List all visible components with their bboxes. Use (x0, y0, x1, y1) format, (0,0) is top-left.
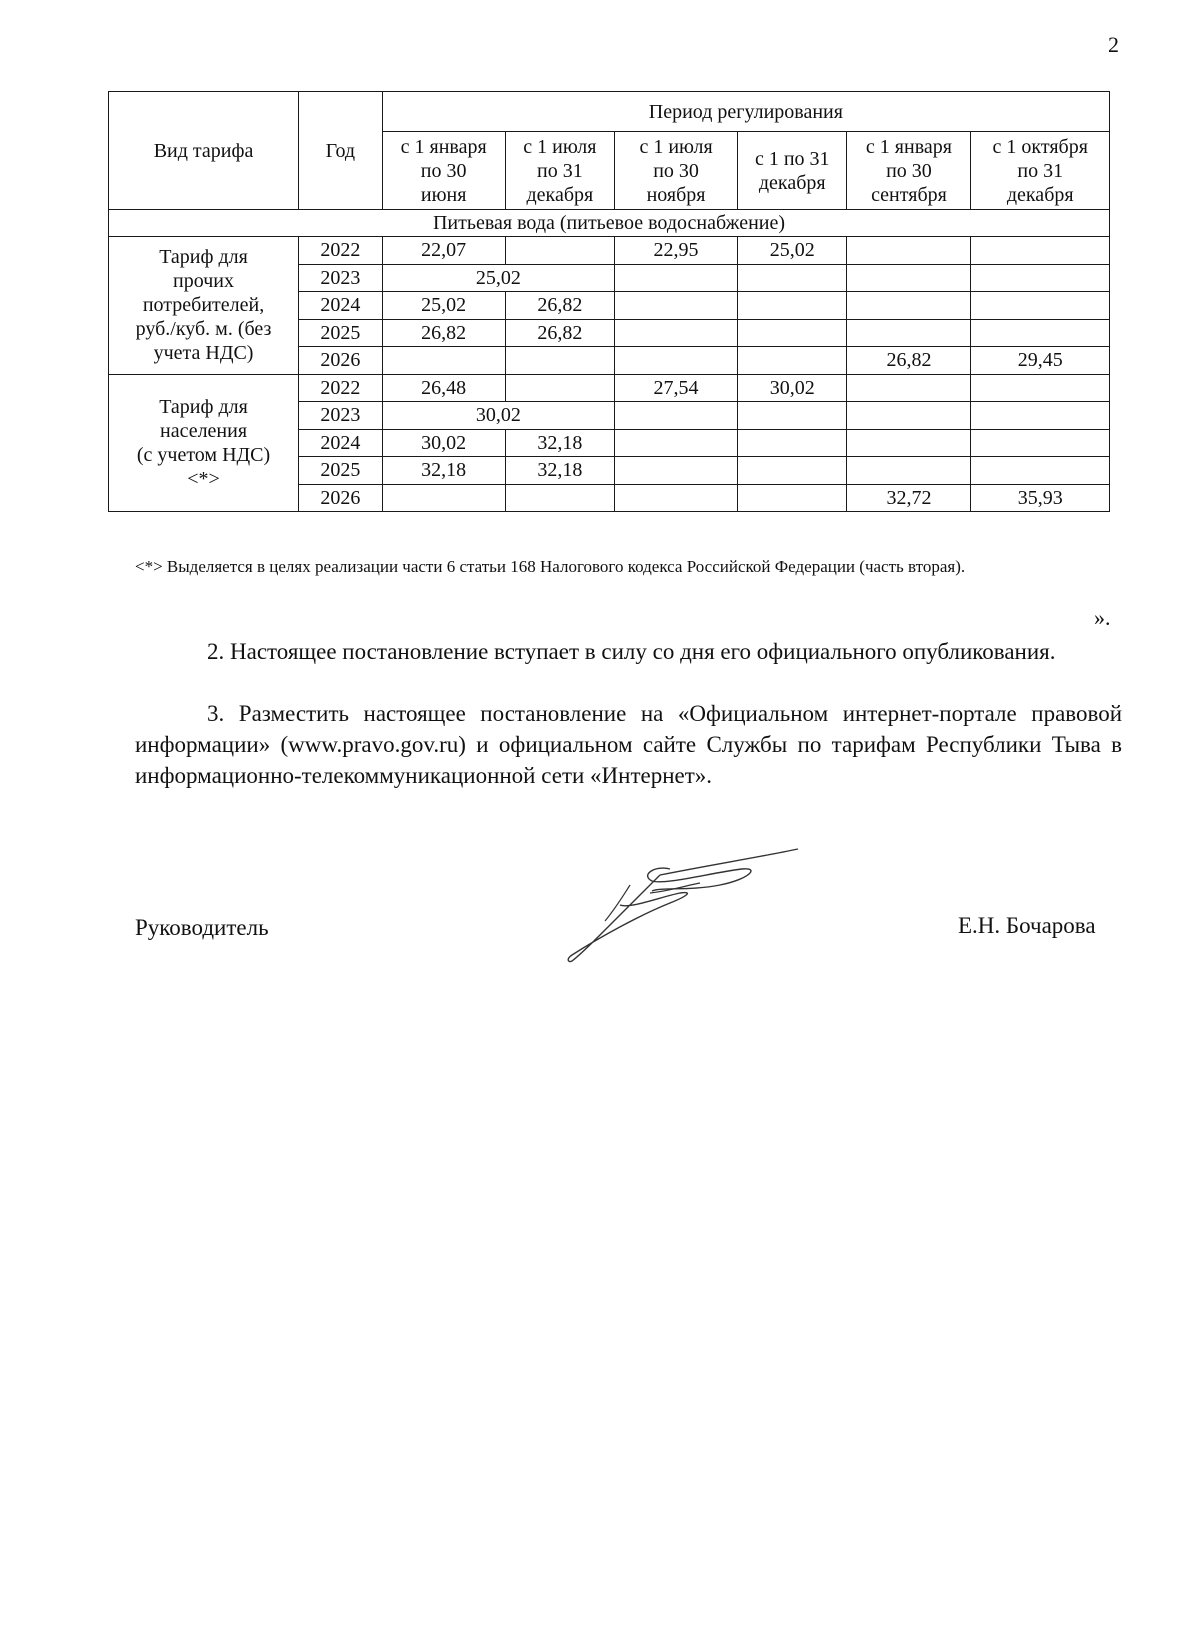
value-cell (615, 402, 738, 430)
tariff-name-line: прочих (173, 270, 234, 293)
value-cell: 25,02 (382, 292, 505, 320)
value-cell (971, 292, 1110, 320)
year-cell: 2026 (299, 347, 383, 375)
header-period-group: Период регулирования (382, 92, 1109, 132)
value-cell (615, 429, 738, 457)
value-cell (971, 319, 1110, 347)
header-period-6 (971, 132, 1110, 210)
table-row (109, 237, 1110, 265)
year-cell: 2024 (299, 429, 383, 457)
header-period-line: по 31 (537, 159, 583, 182)
section-row (109, 210, 1110, 237)
value-cell (738, 319, 847, 347)
tariff-name-line: <*> (187, 467, 220, 490)
value-cell (615, 319, 738, 347)
header-period-line: по 30 (653, 159, 699, 182)
value-cell (505, 374, 614, 402)
value-cell (971, 374, 1110, 402)
value-cell (505, 484, 614, 512)
value-cell: 35,93 (971, 484, 1110, 512)
value-cell (971, 402, 1110, 430)
value-cell (738, 457, 847, 485)
header-period-line: с 1 января (400, 135, 487, 158)
tariff-table (108, 91, 1110, 512)
value-cell (382, 347, 505, 375)
value-cell (738, 292, 847, 320)
tariff-name-line: учета НДС) (153, 342, 254, 365)
header-period-2 (505, 132, 614, 210)
value-cell: 22,95 (615, 237, 738, 265)
value-cell (505, 347, 614, 375)
header-period-line: с 1 января (865, 135, 952, 158)
value-cell: 27,54 (615, 374, 738, 402)
header-period-line: декабря (1006, 183, 1074, 206)
value-cell (971, 237, 1110, 265)
header-period-line: декабря (526, 183, 594, 206)
header-period-line: с 1 по 31 (754, 147, 830, 170)
value-cell (847, 374, 971, 402)
signatory-name: Е.Н. Бочарова (958, 913, 1096, 938)
tariff-name-line: (с учетом НДС) (136, 443, 271, 466)
value-cell (738, 264, 847, 292)
value-cell: 26,82 (382, 319, 505, 347)
value-cell (615, 292, 738, 320)
value-cell (615, 457, 738, 485)
value-cell (738, 429, 847, 457)
value-cell: 26,82 (505, 292, 614, 320)
tariff-name-line: потребителей, (142, 294, 265, 317)
year-cell: 2022 (299, 237, 383, 265)
value-cell: 30,02 (382, 429, 505, 457)
value-cell: 22,07 (382, 237, 505, 265)
header-period-3 (615, 132, 738, 210)
header-period-line: по 30 (420, 159, 467, 182)
year-cell: 2025 (299, 319, 383, 347)
value-cell (738, 484, 847, 512)
year-cell: 2024 (299, 292, 383, 320)
value-cell: 32,18 (505, 429, 614, 457)
value-cell: 29,45 (971, 347, 1110, 375)
value-cell-merged: 25,02 (382, 264, 614, 292)
tariff-name-line: руб./куб. м. (без (135, 318, 272, 341)
year-cell: 2026 (299, 484, 383, 512)
header-period-line: по 30 (886, 159, 932, 182)
table-body (109, 210, 1110, 512)
page-number: 2 (1108, 32, 1119, 57)
value-cell (971, 457, 1110, 485)
paragraph-3: 3. Разместить настоящее постановление на «Официальном интернет-портале правовой информации» (www.pravo.gov.ru) и официальном сайте Службы по тарифам Республики Тыва в информационно-телекоммуникационной сети «Интернет». (135, 701, 1122, 788)
value-cell (847, 402, 971, 430)
value-cell (615, 347, 738, 375)
value-cell: 26,82 (505, 319, 614, 347)
header-year: Год (299, 92, 383, 210)
value-cell (971, 429, 1110, 457)
closing-quote: ». (1094, 605, 1111, 630)
header-tariff-type: Вид тарифа (109, 92, 299, 210)
tariff-name-line: Тариф для (159, 246, 248, 269)
value-cell: 32,18 (505, 457, 614, 485)
value-cell (615, 264, 738, 292)
value-cell-merged: 30,02 (382, 402, 614, 430)
value-cell (738, 347, 847, 375)
table-row (109, 374, 1110, 402)
header-period-line: с 1 июля (639, 135, 713, 158)
header-period-5 (847, 132, 971, 210)
signature-icon (560, 845, 830, 965)
tariff-name-line: населения (160, 419, 248, 442)
value-cell: 26,82 (847, 347, 971, 375)
value-cell (847, 457, 971, 485)
header-period-line: июня (420, 183, 467, 206)
value-cell (847, 292, 971, 320)
header-period-line: сентября (871, 183, 947, 206)
year-cell: 2023 (299, 402, 383, 430)
section-title: Питьевая вода (питьевое водоснабжение) (109, 210, 1110, 237)
tariff-name-line: Тариф для (159, 395, 248, 418)
value-cell: 30,02 (738, 374, 847, 402)
tariff-name-cell (109, 237, 299, 375)
value-cell: 26,48 (382, 374, 505, 402)
header-period-line: по 31 (1017, 159, 1064, 182)
value-cell (382, 484, 505, 512)
year-cell: 2025 (299, 457, 383, 485)
header-period-1 (382, 132, 505, 210)
value-cell (971, 264, 1110, 292)
value-cell (738, 402, 847, 430)
header-period-line: с 1 октября (992, 135, 1088, 158)
paragraph-2: 2. Настоящее постановление вступает в силу со дня его официального опубликования. (207, 639, 1056, 664)
value-cell (615, 484, 738, 512)
header-period-4 (738, 132, 847, 210)
header-period-line: ноября (646, 183, 706, 206)
value-cell (847, 429, 971, 457)
footnote: <*> Выделяется в целях реализации части 6 статьи 168 Налогового кодекса Российской Федерации (часть вторая). (135, 557, 966, 576)
header-period-line: с 1 июля (523, 135, 597, 158)
value-cell (847, 237, 971, 265)
value-cell (847, 319, 971, 347)
value-cell: 25,02 (738, 237, 847, 265)
header-period-line: декабря (758, 171, 826, 194)
year-cell: 2023 (299, 264, 383, 292)
value-cell (847, 264, 971, 292)
tariff-name-cell (109, 374, 299, 512)
signatory-title: Руководитель (135, 915, 269, 940)
value-cell (505, 237, 614, 265)
year-cell: 2022 (299, 374, 383, 402)
value-cell: 32,72 (847, 484, 971, 512)
value-cell: 32,18 (382, 457, 505, 485)
